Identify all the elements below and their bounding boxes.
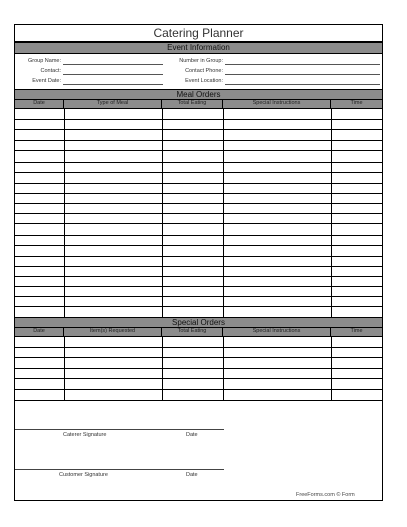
table-row-line bbox=[15, 245, 382, 246]
special-col-items: Item(s) Requested bbox=[64, 328, 162, 336]
table-row-line bbox=[15, 183, 382, 184]
table-row-line bbox=[15, 276, 382, 277]
table-row-line bbox=[15, 162, 382, 163]
meal-col-total: Total Eating bbox=[162, 100, 223, 108]
special-col-total: Total Eating bbox=[162, 328, 223, 336]
table-row-line bbox=[15, 213, 382, 214]
caterer-signature-line[interactable] bbox=[15, 429, 224, 430]
table-column-line bbox=[331, 109, 332, 317]
meal-orders-header bbox=[15, 100, 382, 109]
customer-date-label: Date bbox=[186, 472, 198, 478]
table-row-line bbox=[15, 140, 382, 141]
meal-col-date: Date bbox=[15, 100, 64, 108]
info-row-1 bbox=[15, 56, 382, 66]
info-row-3 bbox=[15, 76, 382, 86]
footer-credit: FreeForms.com © Form bbox=[296, 492, 355, 498]
meal-orders-grid[interactable] bbox=[15, 109, 382, 317]
meal-col-type: Type of Meal bbox=[64, 100, 162, 108]
special-col-time: Time bbox=[350, 328, 363, 334]
table-row-line bbox=[15, 306, 382, 307]
event-info-heading: Event Information bbox=[15, 42, 382, 54]
event-date-field[interactable] bbox=[63, 84, 163, 85]
table-row-line bbox=[15, 378, 382, 379]
table-row-line bbox=[15, 129, 382, 130]
table-column-line bbox=[64, 109, 65, 317]
special-col-date: Date bbox=[15, 328, 64, 336]
table-row-line bbox=[15, 256, 382, 257]
table-row-line bbox=[15, 193, 382, 194]
info-row-2 bbox=[15, 66, 382, 76]
table-row-line bbox=[15, 296, 382, 297]
table-column-line bbox=[223, 337, 224, 401]
table-column-line bbox=[162, 109, 163, 317]
table-row-line bbox=[15, 119, 382, 120]
table-row-line bbox=[15, 266, 382, 267]
number-in-group-label: Number in Group: bbox=[179, 58, 223, 64]
table-row-line bbox=[15, 172, 382, 173]
table-column-line bbox=[331, 337, 332, 401]
special-orders-grid[interactable] bbox=[15, 337, 382, 401]
table-row-line bbox=[15, 357, 382, 358]
contact-label: Contact: bbox=[40, 68, 61, 74]
event-date-label: Event Date: bbox=[32, 78, 61, 84]
form-frame bbox=[14, 24, 383, 501]
table-column-line bbox=[223, 109, 224, 317]
meal-col-instructions: Special Instructions bbox=[223, 100, 331, 108]
event-location-label: Event Location: bbox=[185, 78, 223, 84]
table-row-line bbox=[15, 203, 382, 204]
meal-orders-heading: Meal Orders bbox=[15, 89, 382, 100]
table-row-line bbox=[15, 368, 382, 369]
contact-phone-label: Contact Phone: bbox=[185, 68, 223, 74]
table-row-line bbox=[15, 235, 382, 236]
group-name-field[interactable] bbox=[63, 64, 163, 65]
table-row-line bbox=[15, 400, 382, 401]
table-row-line bbox=[15, 286, 382, 287]
caterer-date-label: Date bbox=[186, 432, 198, 438]
special-orders-header bbox=[15, 328, 382, 337]
special-col-instructions: Special Instructions bbox=[223, 328, 331, 336]
table-row-line bbox=[15, 150, 382, 151]
customer-signature-line[interactable] bbox=[15, 469, 224, 470]
event-location-field[interactable] bbox=[225, 84, 380, 85]
caterer-signature-label: Caterer Signature bbox=[63, 432, 107, 438]
form-title: Catering Planner bbox=[15, 25, 382, 42]
table-row-line bbox=[15, 223, 382, 224]
table-column-line bbox=[64, 337, 65, 401]
table-row-line bbox=[15, 347, 382, 348]
contact-field[interactable] bbox=[63, 74, 163, 75]
meal-col-time: Time bbox=[350, 100, 363, 106]
customer-signature-label: Customer Signature bbox=[59, 472, 108, 478]
group-name-label: Group Name: bbox=[27, 58, 61, 64]
table-column-line bbox=[162, 337, 163, 401]
special-orders-heading: Special Orders bbox=[15, 317, 382, 328]
table-row-line bbox=[15, 389, 382, 390]
contact-phone-field[interactable] bbox=[225, 74, 380, 75]
number-in-group-field[interactable] bbox=[225, 64, 380, 65]
